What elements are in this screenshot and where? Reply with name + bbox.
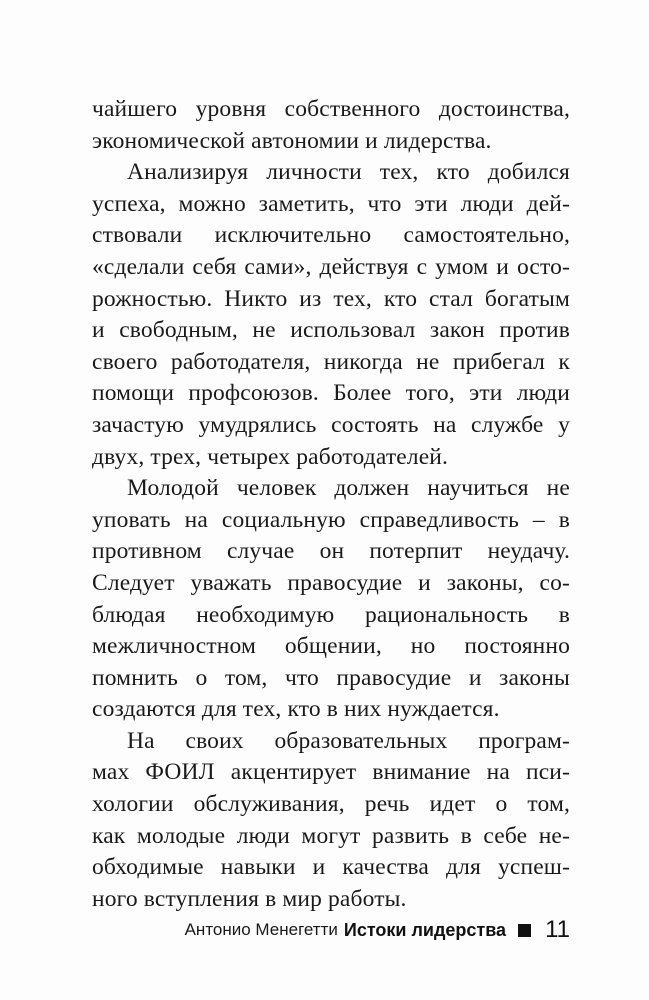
text-line: Молодой человек должен научиться не	[127, 475, 570, 502]
text-line: обходимые навыки и качества для успеш-	[92, 854, 570, 881]
text-line: и свободным, не использовал закон против	[92, 317, 570, 344]
body-text	[92, 94, 570, 915]
paragraph	[92, 94, 570, 157]
text-line: Следует уважать правосудие и законы, со-	[92, 569, 570, 596]
text-line: своего работодателя, никогда не прибегал к	[92, 348, 570, 375]
text-line: помнить о том, что правосудие и законы	[92, 664, 570, 691]
text-line: ного вступления в мир работы.	[92, 885, 407, 912]
text-line: блюдая необходимую рациональность в	[92, 601, 570, 628]
text-line: ствовали исключительно самостоятельно,	[92, 222, 570, 249]
text-line: Анализируя личности тех, кто добился	[127, 159, 570, 186]
text-line: успеха, можно заметить, что эти люди дей-	[92, 190, 570, 217]
paragraph	[92, 157, 570, 473]
text-line: рожностью. Никто из тех, кто стал богатым	[92, 285, 570, 312]
text-line: как молодые люди могут развить в себе не-	[92, 822, 570, 849]
text-line: помощи профсоюзов. Более того, эти люди	[92, 380, 570, 407]
text-line: противном случае он потерпит неудачу.	[92, 538, 570, 565]
text-line: создаются для тех, кто в них нуждается.	[92, 696, 500, 723]
text-line: «сделали себя сами», действуя с умом и осто-	[92, 253, 570, 280]
paragraph	[92, 726, 570, 916]
text-line: межличностном общении, но постоянно	[92, 633, 570, 660]
text-line: двух, трех, четырех работодателей.	[92, 443, 449, 470]
paragraph	[92, 473, 570, 726]
footer-book-title: Истоки лидерства	[343, 919, 507, 940]
text-line: зачастую умудрялись состоять на службе у	[92, 411, 570, 438]
text-line: чайшего уровня собственного достоинства,	[92, 96, 570, 122]
running-footer	[168, 913, 570, 947]
page-number: 11	[545, 916, 570, 943]
footer-author: Антонио Менегетти	[184, 920, 338, 939]
black-square-icon	[518, 924, 531, 937]
text-line: экономической автономии и лидерства.	[92, 127, 492, 154]
text-line: На своих образовательных програм-	[127, 727, 570, 754]
text-line: мах ФОИЛ акцентирует внимание на пси-	[92, 759, 570, 786]
text-line: хологии обслуживания, речь идет о том,	[92, 791, 570, 818]
text-line: уповать на социальную справедливость – в	[92, 506, 570, 533]
